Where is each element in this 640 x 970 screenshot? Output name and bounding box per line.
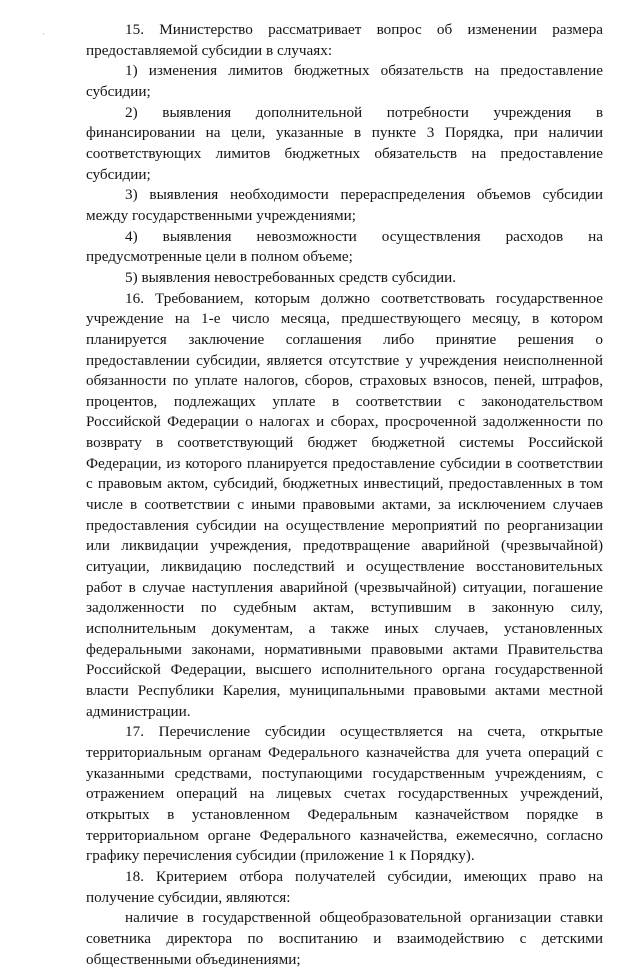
- list-item-5: 5) выявления невостребованных средств субсидии.: [125, 268, 457, 286]
- paragraph-18: 18. Критерием отбора получателей субсидии, имеющих право на получение субсидии, являются:: [86, 867, 603, 906]
- paragraph-17: 17. Перечисление субсидии осуществляется на счета, открытые территориальным органам Федерального казначейства для учета операций с указанными средствами, поступающими государственным учреждениям, с отражением операций на лицевых счетах государственных учреждений, открытых в установленном Федеральным казначейством порядке в территориальном органе Федерального казначейства, ежемесячно, согласно графику перечисления субсидии (приложение 1 к Порядку).: [86, 723, 603, 865]
- list-item-4: 4) выявления невозможности осуществления расходов на предусмотренные цели в полном объеме;: [86, 227, 603, 266]
- paragraph-16: 16. Требованием, которым должно соответствовать государственное учреждение на 1-е число месяца, предшествующего месяцу, в котором планируется заключение соглашения либо принятие решения о предоставлении субсидии, является отсутствие у учреждения неисполненной обязанности по уплате налогов, сборов, страховых взносов, пеней, штрафов, процентов, подлежащих уплате в соответствии с законодательством Российской Федерации о налогах и сборах, просроченной задолженности по возврату в соответствующий бюджет бюджетной системы Российской Федерации, из которого планируется предоставление субсидии в соответствии с правовым актом, субсидий, бюджетных инвестиций, предоставленных в том числе в соответствии с иными правовыми актами, за исключением случаев предоставления субсидии на осуществление мероприятий по реорганизации или ликвидации учреждения, предотвращение аварийной (чрезвычайной) ситуации, ликвидацию последствий и осуществление восстановительных работ в случае наступления аварийной (чрезвычайной) ситуации, погашение задолженности по судебным актам, вступившим в законную силу, исполнительным документам, а также иных случаев, установленных федеральными законами, нормативными правовыми актами Правительства Российской Федерации, высшего исполнительного органа государственной власти Республики Карелия, муниципальными правовыми актами местной администрации.: [86, 289, 603, 720]
- list-item-3: 3) выявления необходимости перераспределения объемов субсидии между государственными учреждениями;: [86, 186, 603, 224]
- criterion-item: наличие в государственной общеобразовательной организации ставки советника директора по воспитанию и взаимодействию с детскими общественными объединениями;: [86, 909, 603, 968]
- list-item-1: 1) изменения лимитов бюджетных обязательств на предоставление субсидии;: [86, 62, 603, 100]
- scan-speck: ·: [42, 30, 45, 40]
- list-item-2: 2) выявления дополнительной потребности учреждения в финансировании на цели, указанные в пункте 3 Порядка, при наличии соответствующих лимитов бюджетных обязательств на предоставление субсидии;: [86, 103, 603, 183]
- paragraph-15: 15. Министерство рассматривает вопрос об изменении размера предоставляемой субсидии в случаях:: [86, 21, 603, 59]
- document-text: [86, 20, 603, 970]
